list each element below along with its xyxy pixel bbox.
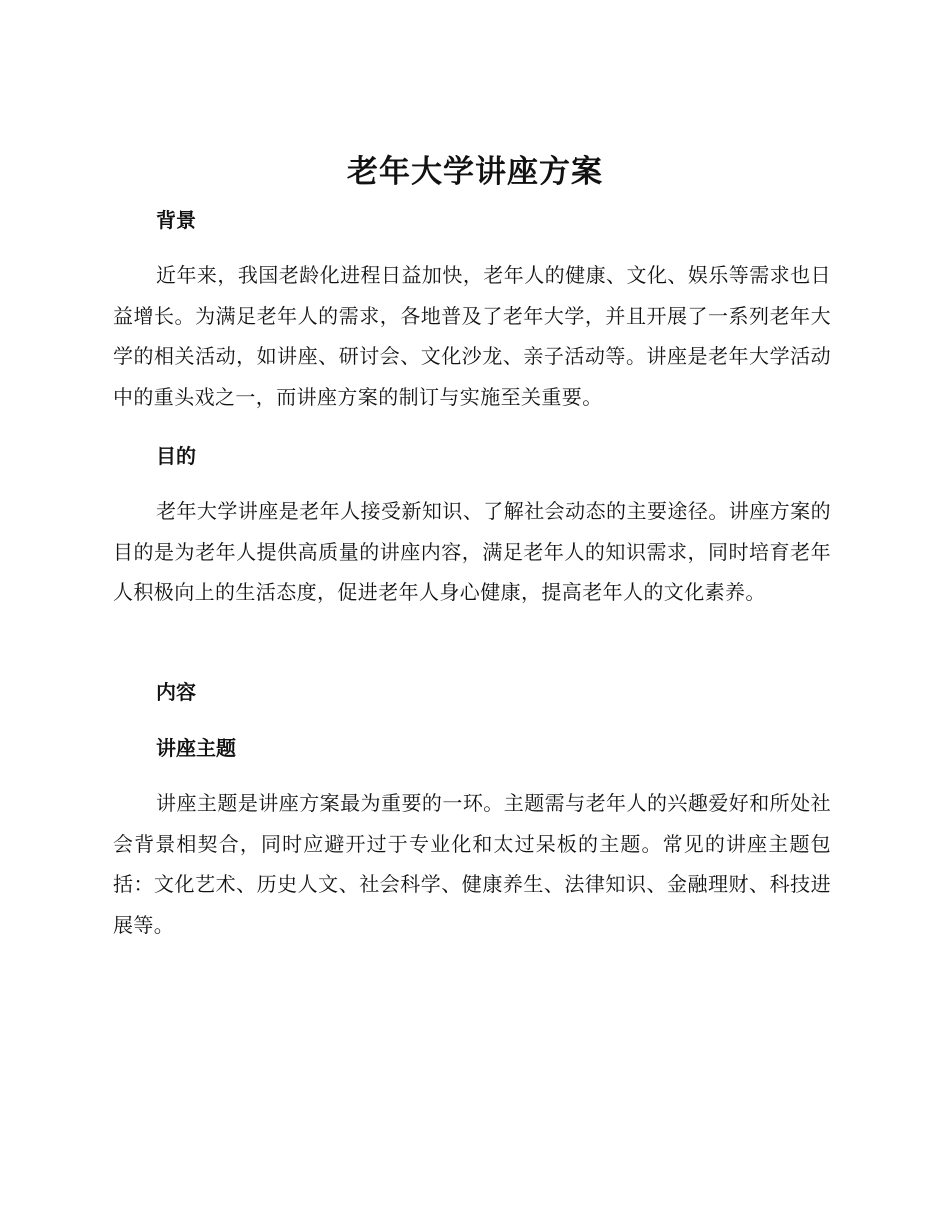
section-heading-content: 内容 [156,680,196,704]
section-heading-background: 背景 [156,208,196,232]
section-paragraph-purpose: 老年大学讲座是老年人接受新知识、了解社会动态的主要途径。讲座方案的目的是为老年人提供高质量的讲座内容，满足老年人的知识需求，同时培育老年人积极向上的生活态度，促进老年人身心健康，提高老年人的文化素养。 [113,499,831,605]
document-title: 老年大学讲座方案 [347,154,603,190]
section-paragraph-lecture-topic: 讲座主题是讲座方案最为重要的一环。主题需与老年人的兴趣爱好和所处社会背景相契合，同时应避开过于专业化和太过呆板的主题。常见的讲座主题包括：文化艺术、历史人文、社会科学、健康养生、法律知识、金融理财、科技进展等。 [113,791,831,938]
section-heading-lecture-topic: 讲座主题 [156,736,236,760]
section-heading-purpose: 目的 [156,444,196,468]
section-paragraph-background: 近年来，我国老龄化进程日益加快，老年人的健康、文化、娱乐等需求也日益增长。为满足老年人的需求，各地普及了老年大学，并且开展了一系列老年大学的相关活动，如讲座、研讨会、文化沙龙、亲子活动等。讲座是老年大学活动中的重头戏之一，而讲座方案的制订与实施至关重要。 [113,263,831,410]
